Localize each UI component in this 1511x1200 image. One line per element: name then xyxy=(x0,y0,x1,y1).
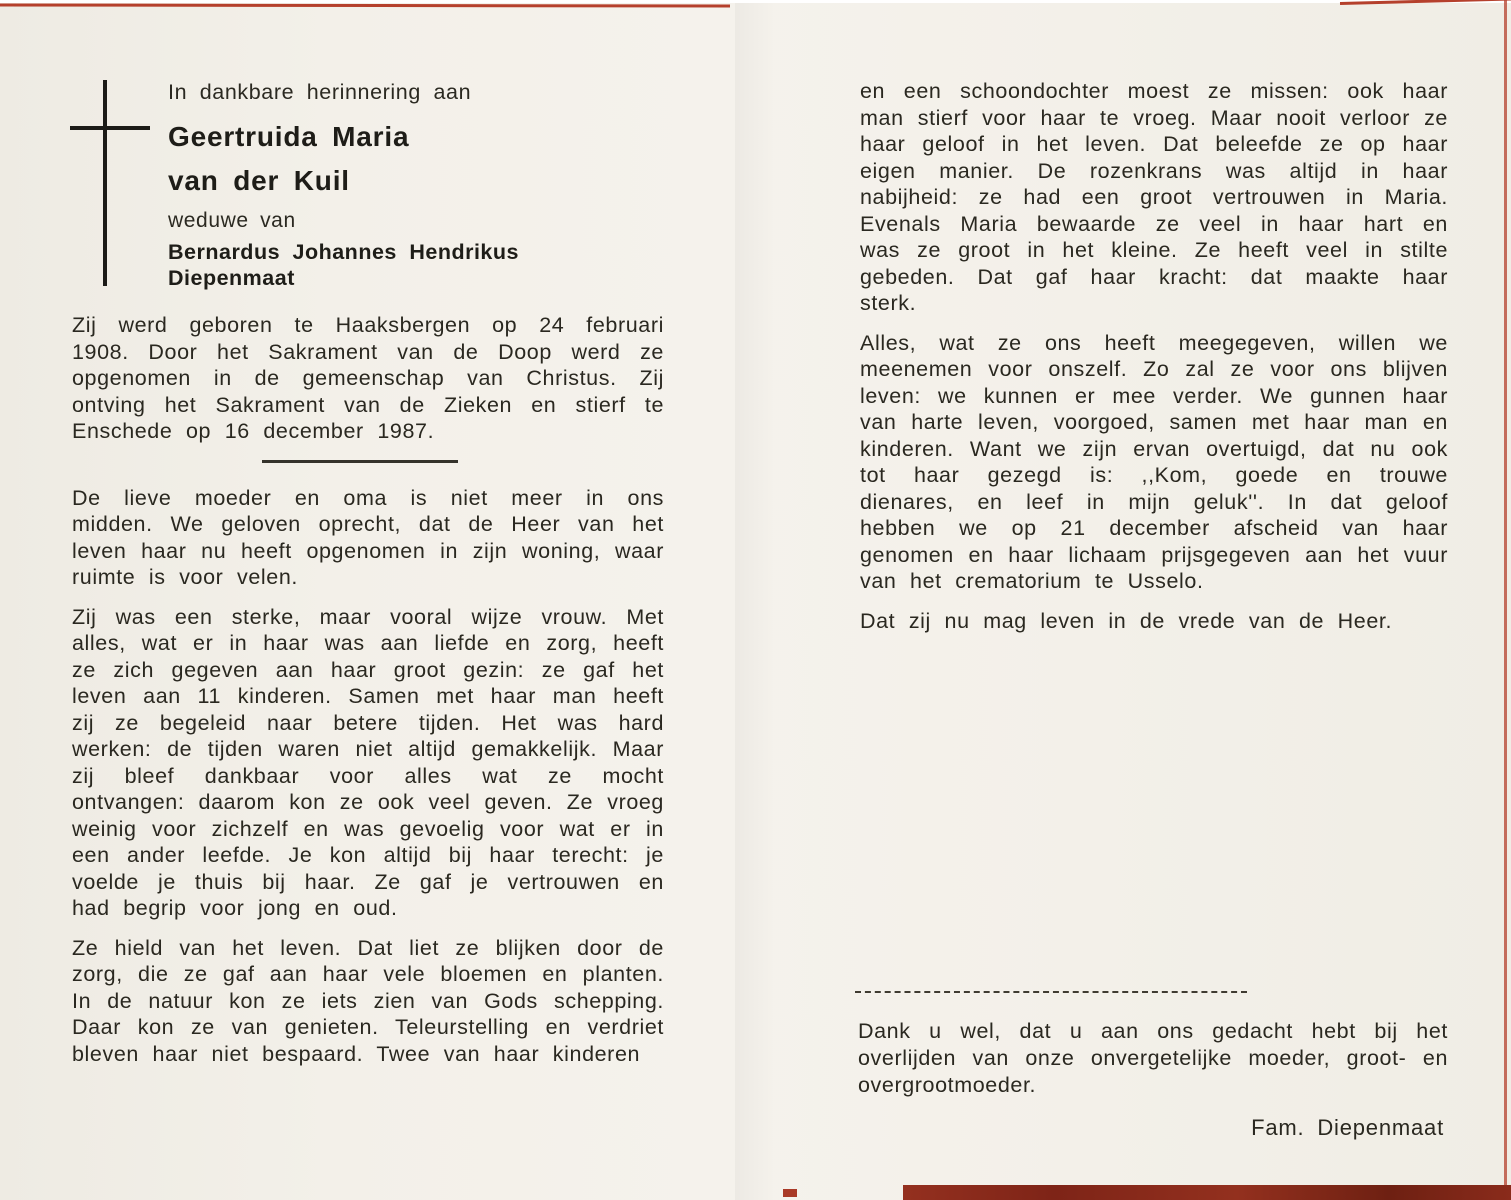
closing-blessing: Dat zij nu mag leven in de vrede van de Heer. xyxy=(860,608,1393,633)
paragraph-mourning: De lieve moeder en oma is niet meer in ons midden. We geloven oprecht, dat de Heer van het leven haar nu heeft opgenomen in zijn woning, waar ruimte is voor velen. xyxy=(72,485,664,589)
dashed-separator xyxy=(855,991,1247,993)
paragraph-love-of-life: Ze hield van het leven. Dat liet ze blijken door de zorg, die ze gaf aan haar vele bloemen en planten. In de natuur kon ze iets zien van Gods schepping. Daar kon ze van genieten. Teleurstelling en verdriet bleven haar niet bespaard. Twee van haar kinderen xyxy=(72,935,664,1066)
separator-rule xyxy=(262,460,458,463)
husband-name-line2: Diepenmaat xyxy=(168,266,295,290)
paragraph-life-strong-woman: Zij was een sterke, maar vooral wijze vrouw. Met alles, wat er in haar was aan liefde en zorg, heeft ze zich gegeven aan haar groot gezin: ze gaf het leven aan 11 kinderen. Samen met haar man heeft zij ze begeleid naar betere tijden. Het was hard werken: de tijden waren niet altijd gemakkelijk. Maar zij bleef dankbaar voor alles wat ze mocht ontvangen: daarom kon ze ook veel geven. Ze vroeg weinig voor zichzelf en was gevoelig voor wat er in een ander leefde. Je kon altijd bij haar terecht: je voelde je thuis bij haar. Ze gaf je vertrouwen en had begrip voor jong en oud. xyxy=(72,604,664,920)
relation-label: weduwe van xyxy=(168,209,296,232)
family-signature: Fam. Diepenmaat xyxy=(1251,1115,1444,1140)
scan-artifact-bottom-red-tick xyxy=(783,1189,797,1197)
right-page-text-column xyxy=(860,78,1448,647)
deceased-name-line2: van der Kuil xyxy=(168,165,350,196)
scan-edge-white xyxy=(0,0,1511,3)
deceased-name-line1: Geertruida Maria xyxy=(168,121,410,152)
cross-vertical-bar xyxy=(103,80,107,286)
paragraph-birth-death: Zij werd geboren te Haaksbergen op 24 februari 1908. Door het Sakrament van de Doop werd ze opgenomen in de gemeenschap van Christus. Zij ontving het Sakrament van de Zieken en stierf te Enschede op 16 december 1987. xyxy=(72,313,664,443)
cross-horizontal-bar xyxy=(70,126,150,130)
left-page-text-column xyxy=(72,312,664,1080)
memorial-intro-line: In dankbare herinnering aan xyxy=(168,80,472,104)
paragraph-farewell-cremation: Alles, wat ze ons heeft meegegeven, willen we meenemen voor onszelf. Zo zal ze voor ons blijven leven: we kunnen er mee verder. We gunnen haar van harte leven, voorgoed, samen met haar man en kinderen. Want we zijn ervan overtuigd, dat nu ook tot haar gezegd is: ,,Kom, goede en trouwe dienares, en leef in mijn geluk''. In dat geloof hebben we op 21 december afscheid van haar genomen en haar lichaam prijsgegeven aan het vuur van het crematorium te Usselo. xyxy=(860,330,1448,593)
paragraph-losses-faith: en een schoondochter moest ze missen: ook haar man stierf voor haar te vroeg. Maar nooit verloor ze haar geloof in het leven. Dat beleefde ze op haar eigen manier. De rozenkrans was altijd in haar nabijheid: ze had een groot vertrouwen in Maria. Evenals Maria bewaarde ze veel in haar hart en was ze groot in het kleine. Ze heeft veel in stilte gebeden. Dat gaf haar kracht: dat maakte haar sterk. xyxy=(860,79,1448,315)
page-fold-shadow xyxy=(735,0,775,1200)
left-page-header xyxy=(168,80,668,291)
husband-name-line1: Bernardus Johannes Hendrikus xyxy=(168,240,519,264)
scan-artifact-right-red-edge xyxy=(1504,0,1507,1200)
scan-artifact-top-red-line xyxy=(0,3,730,7)
cross-icon xyxy=(70,80,162,286)
scan-artifact-bottom-red-bar xyxy=(903,1185,1511,1200)
acknowledgement-text: Dank u wel, dat u aan ons gedacht hebt bij het overlijden van onze onvergetelijke moeder, groot- en overgrootmoeder. xyxy=(858,1019,1448,1097)
